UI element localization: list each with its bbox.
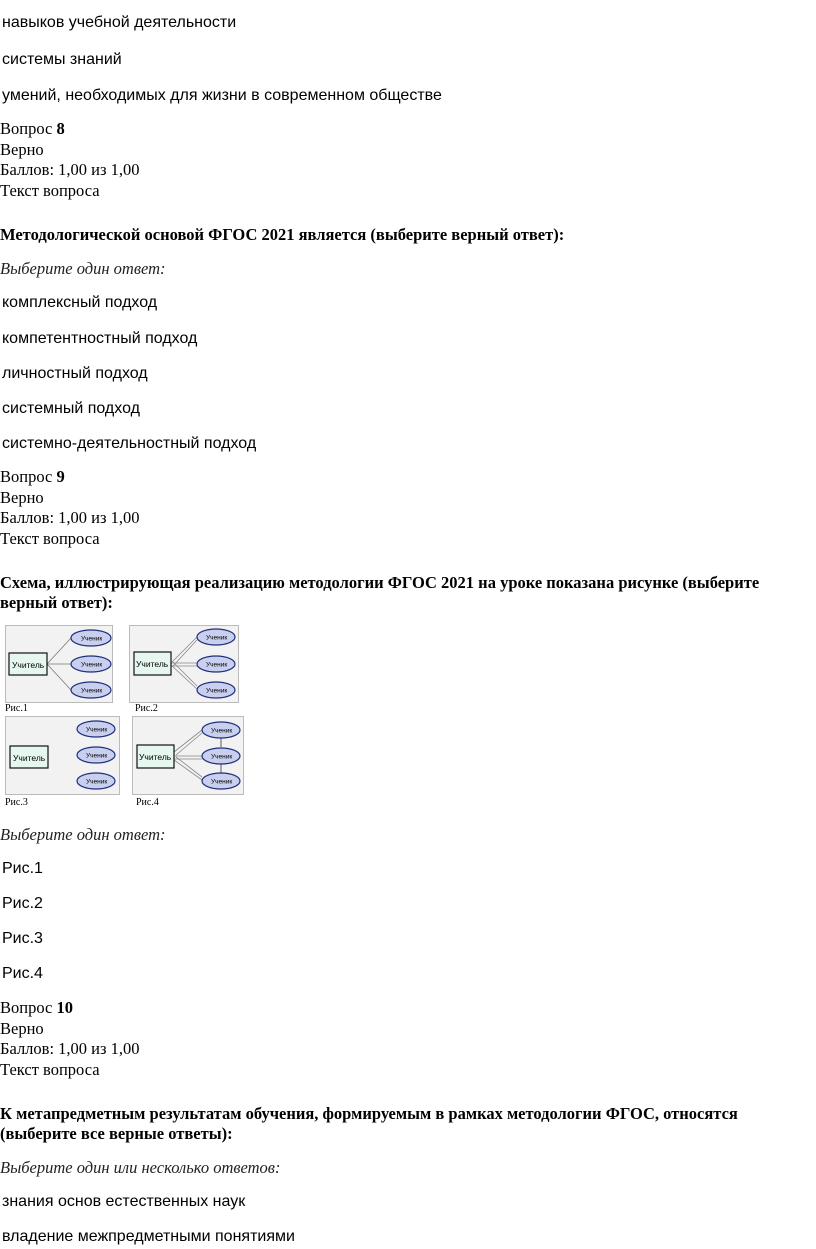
answer-option[interactable]: системный подход: [2, 400, 140, 417]
answer-option[interactable]: знания основ естественных наук: [2, 1193, 246, 1210]
question-status: Верно: [0, 139, 44, 159]
teacher-label: Учитель: [136, 659, 169, 669]
student-label: Ученик: [86, 752, 108, 760]
student-label: Ученик: [81, 635, 103, 643]
question-score: Баллов: 1,00 из 1,00: [0, 1039, 140, 1058]
diagram-fig-3: [5, 716, 120, 795]
teacher-label: Учитель: [13, 753, 46, 763]
question-text-label: Текст вопроса: [0, 528, 100, 548]
student-label: Ученик: [206, 634, 228, 642]
question-status: Верно: [0, 487, 44, 507]
student-label: Ученик: [211, 727, 233, 735]
question-info-8: [0, 119, 140, 201]
student-label: Ученик: [206, 687, 228, 695]
question-number: Вопрос 10: [0, 998, 73, 1017]
answer-option[interactable]: Рис.4: [2, 965, 43, 982]
question-info-10: [0, 998, 140, 1080]
student-label: Ученик: [86, 778, 108, 786]
answer-option[interactable]: комплексный подход: [2, 294, 158, 311]
answer-option[interactable]: Рис.3: [2, 930, 43, 947]
teacher-label: Учитель: [12, 660, 45, 670]
diagram-fig-1: [5, 625, 113, 703]
figure-caption: Рис.2: [135, 703, 158, 714]
answer-option[interactable]: умений, необходимых для жизни в современном обществе: [2, 87, 442, 104]
answer-option[interactable]: Рис.1: [2, 860, 43, 877]
answer-option[interactable]: владение межпредметными понятиями: [2, 1228, 295, 1245]
answer-option[interactable]: Рис.2: [2, 895, 43, 912]
question-score: Баллов: 1,00 из 1,00: [0, 508, 140, 527]
student-label: Ученик: [86, 726, 108, 734]
diagram-fig-2: [129, 625, 239, 703]
student-label: Ученик: [81, 687, 103, 695]
student-label: Ученик: [211, 778, 233, 786]
question-text: Методологической основой ФГОС 2021 является (выберите верный ответ):: [0, 225, 565, 244]
question-text: Схема, иллюстрирующая реализацию методологии ФГОС 2021 на уроке показана рисунке (выберите верный ответ):: [0, 573, 760, 612]
question-text: К метапредметным результатам обучения, формируемым в рамках методологии ФГОС, относятся (выберите все верные ответы):: [0, 1104, 738, 1143]
student-label: Ученик: [81, 661, 103, 669]
answer-option[interactable]: системы знаний: [2, 51, 122, 68]
question-status: Верно: [0, 1018, 44, 1038]
answer-option[interactable]: системно-деятельностный подход: [2, 435, 257, 452]
answer-prompt: Выберите один или несколько ответов:: [0, 1158, 281, 1177]
student-label: Ученик: [211, 753, 233, 761]
answer-prompt: Выберите один ответ:: [0, 825, 166, 844]
figure-caption: Рис.3: [5, 797, 28, 808]
answer-prompt: Выберите один ответ:: [0, 259, 166, 278]
answer-option[interactable]: личностный подход: [2, 365, 148, 382]
figure-caption: Рис.1: [5, 703, 28, 714]
figure-panel: [5, 625, 245, 810]
answer-option[interactable]: компетентностный подход: [2, 330, 198, 347]
figure-caption: Рис.4: [136, 797, 159, 808]
student-label: Ученик: [206, 661, 228, 669]
question-text-label: Текст вопроса: [0, 180, 100, 200]
diagram-fig-4: [132, 716, 244, 795]
answer-option[interactable]: навыков учебной деятельности: [2, 14, 237, 31]
question-score: Баллов: 1,00 из 1,00: [0, 160, 140, 179]
question-info-9: [0, 467, 140, 549]
question-number: Вопрос 8: [0, 119, 65, 138]
teacher-label: Учитель: [139, 752, 172, 762]
question-number: Вопрос 9: [0, 467, 65, 486]
question-text-label: Текст вопроса: [0, 1059, 100, 1079]
